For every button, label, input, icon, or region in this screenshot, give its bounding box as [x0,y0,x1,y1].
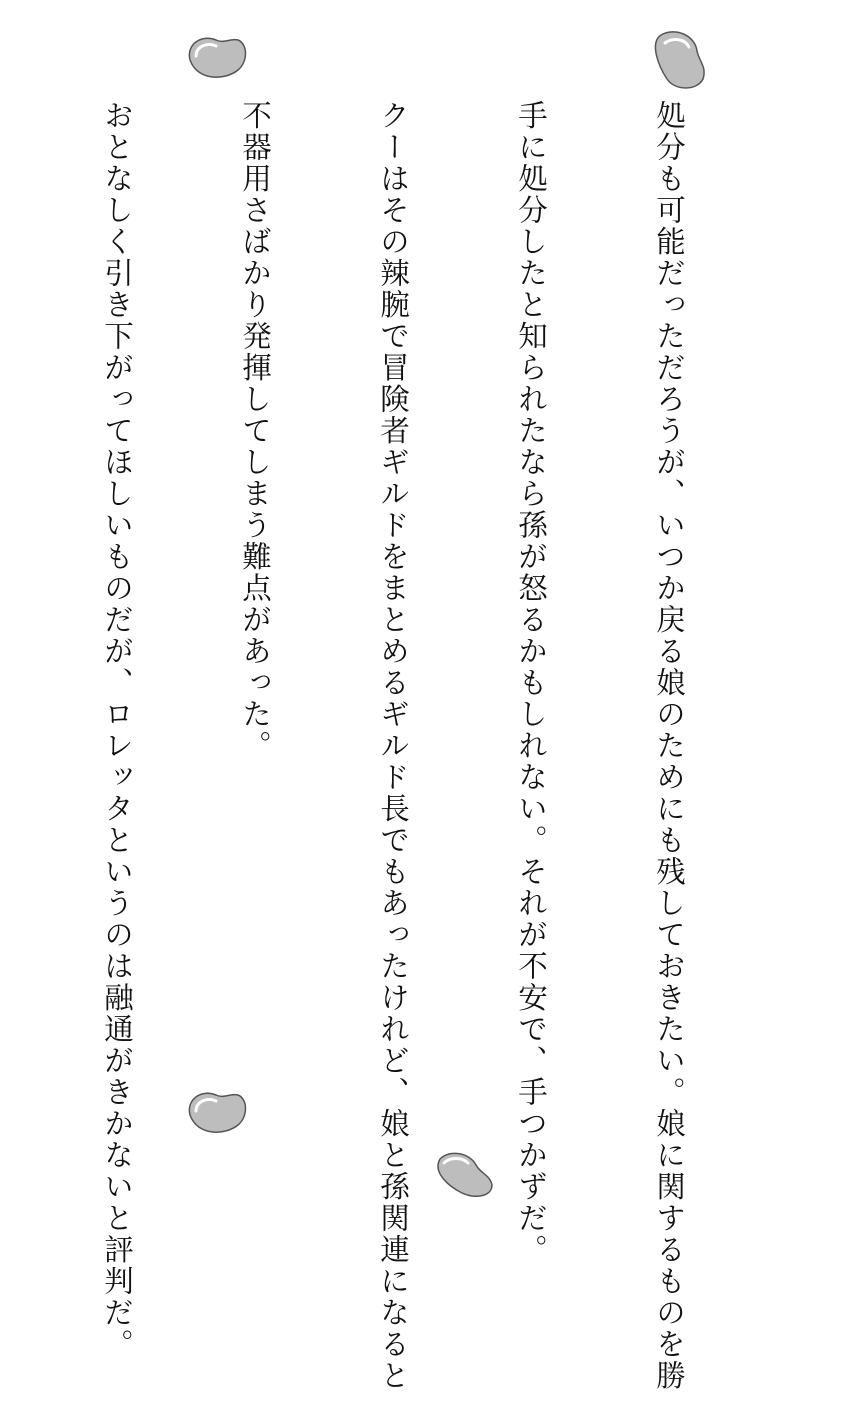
text-line: 処分も可能だっただろうが、いつか戻る娘のためにも残しておきたい。娘に関するものを勝 [652,100,686,1392]
text-line [0,100,2,1100]
bean-ornament-top-left [182,30,252,85]
text-line: 手に処分したと知られたなら孫が怒るかもしれない。それが不安で、手つかずだ。 [514,100,548,1266]
text-line: クーはその辣腕で冒険者ギルドをまとめるギルド長でもあったけれど、娘と孫関連になると [376,100,410,1392]
text-line: おとなしく引き下がってほしいものだが、ロレッタというのは融通がきかないと評判だ。 [100,100,134,1360]
bean-ornament-bottom-right [430,1145,500,1200]
text-line: 不器用さばかり発揮してしまう難点があった。 [238,100,272,762]
vertical-text-body [44,100,784,1392]
bean-ornament-top-right [645,25,715,95]
